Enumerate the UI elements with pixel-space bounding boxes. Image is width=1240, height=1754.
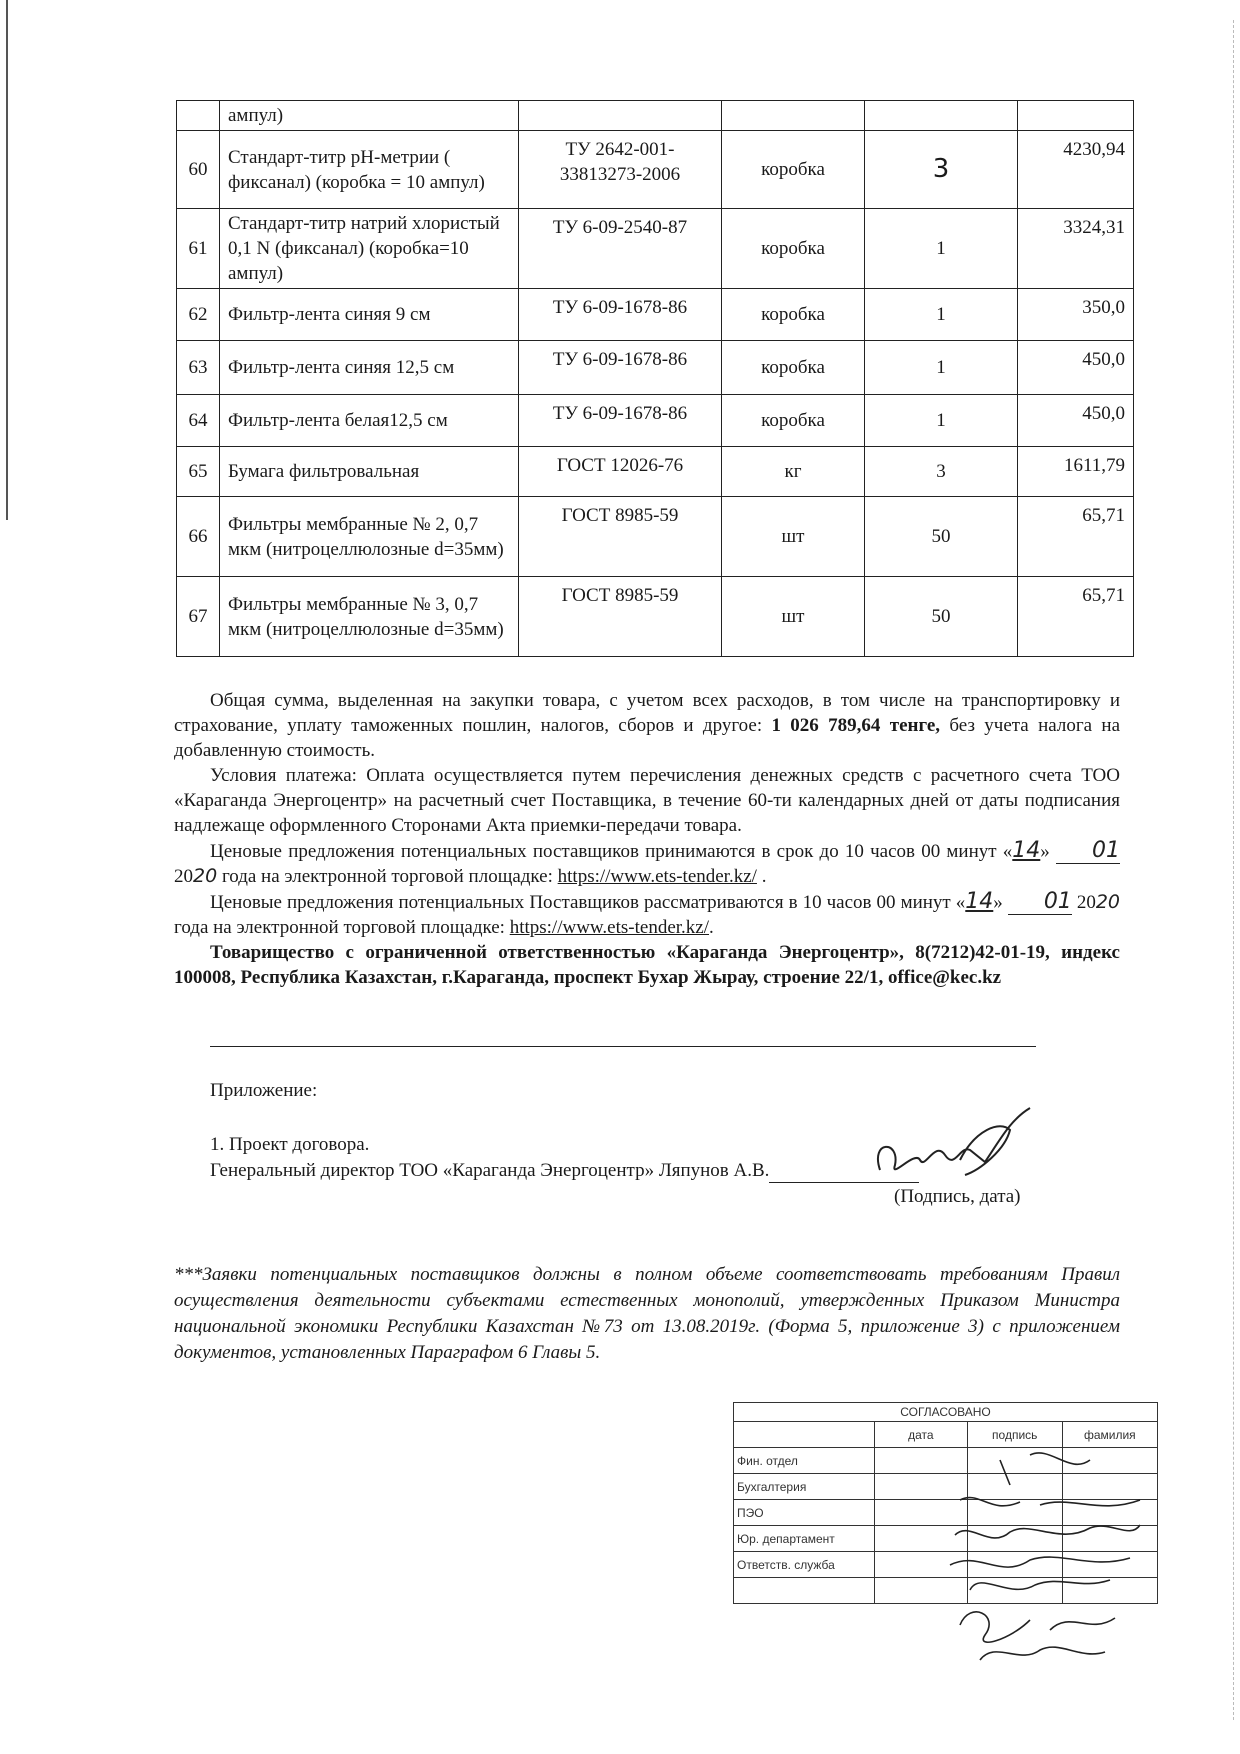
appendix-item: 1. Проект договора. [210, 1134, 370, 1155]
cell-qty: 3 [865, 131, 1018, 209]
cell-price: 65,71 [1018, 497, 1134, 577]
cell-price: 450,0 [1018, 341, 1134, 395]
accept-paragraph: Ценовые предложения потенциальных поставщиков принимаются в срок до 10 часов 00 минут «14» 01 2020 года на электронной торговой площадке: https://www.ets-tender.kz/ . [174, 838, 1121, 887]
table-row [177, 209, 1134, 289]
stamp-row-label [734, 1578, 875, 1604]
cell-qty: 50 [865, 497, 1018, 577]
table-row [177, 447, 1134, 497]
accept-year-suffix: 20 [193, 865, 218, 887]
cell-name: ампул) [220, 101, 519, 131]
accept-year-prefix: 20 [174, 866, 193, 887]
cell-standard: ТУ 6-09-1678-86 [519, 341, 722, 395]
table-row [177, 395, 1134, 447]
cell-num: 63 [177, 341, 220, 395]
signer-name: Генеральный директор ТОО «Караганда Энергоцентр» Ляпунов А.В. [210, 1160, 770, 1181]
scan-edge-marks [1227, 20, 1234, 1720]
cell-standard: ТУ 6-09-1678-86 [519, 289, 722, 341]
accept-text: Ценовые предложения потенциальных поставщиков принимаются в срок до 10 часов 00 минут [210, 841, 997, 862]
accept-tail: года на электронной торговой площадке: [221, 866, 553, 887]
cell-num: 67 [177, 577, 220, 657]
cell-standard: ГОСТ 12026-76 [519, 447, 722, 497]
cell-name: Фильтр-лента синяя 9 см [220, 289, 519, 341]
goods-table [176, 100, 1134, 657]
cell-price: 3324,31 [1018, 209, 1134, 289]
page-margin-line [6, 0, 8, 520]
approval-stamp [733, 1402, 1158, 1604]
cell-price: 4230,94 [1018, 131, 1134, 209]
accept-url-link[interactable]: https://www.ets-tender.kz/ [557, 866, 757, 887]
cell-unit: кг [722, 447, 865, 497]
cell-unit: коробка [722, 131, 865, 209]
cell-num: 60 [177, 131, 220, 209]
total-paragraph [174, 688, 1120, 990]
stamp-row-label: Бухгалтерия [734, 1474, 875, 1500]
signature-line [769, 1160, 919, 1183]
cell-name: Фильтры мембранные № 3, 0,7 мкм (нитроцеллюлозные d=35мм) [220, 577, 519, 657]
cell-unit: шт [722, 497, 865, 577]
stamp-col-date: дата [874, 1422, 967, 1448]
signature-caption: (Подпись, дата) [894, 1186, 1021, 1207]
cell-name: Фильтры мембранные № 2, 0,7 мкм (нитроцеллюлозные d=35мм) [220, 497, 519, 577]
total-amount: 1 026 789,64 тенге, [771, 715, 941, 736]
review-month: 01 [1008, 889, 1072, 915]
accept-day: 14 [1012, 838, 1041, 863]
cell-standard: ГОСТ 8985-59 [519, 577, 722, 657]
table-row [177, 131, 1134, 209]
cell-unit: коробка [722, 209, 865, 289]
cell-price: 350,0 [1018, 289, 1134, 341]
payment-terms: Условия платежа: Оплата осуществляется путем перечисления денежных средств с расчетного счета ТОО «Караганда Энергоцентр» на расчетный счет Поставщика, в течение 60-ти календарных дней от даты подписания надлежаще оформленного Сторонами Акта приемки-передачи товара. [174, 765, 1120, 836]
appendix-title: Приложение: [210, 1080, 318, 1101]
stamp-row-label: Ответств. служба [734, 1552, 875, 1578]
cell-num: 62 [177, 289, 220, 341]
cell-price: 1611,79 [1018, 447, 1134, 497]
separator-line [210, 1046, 1036, 1047]
cell-name: Стандарт-титр рН-метрии ( фиксанал) (коробка = 10 ампул) [220, 131, 519, 209]
review-day: 14 [965, 889, 994, 914]
cell-qty: 1 [865, 395, 1018, 447]
stamp-row-label: Фин. отдел [734, 1448, 875, 1474]
signer-line [210, 1158, 919, 1183]
total-text: Общая сумма, выделенная на закупки товара, с учетом всех расходов, в том числе на транспортировку и страхование, уплату таможенных пошлин, налогов, сборов и другое: [174, 690, 1120, 736]
stamp-row-label: Юр. департамент [734, 1526, 875, 1552]
cell-standard: ТУ 6-09-2540-87 [519, 209, 722, 289]
stamp-title: СОГЛАСОВАНО [734, 1403, 1158, 1422]
cell-name: Стандарт-титр натрий хлористый 0,1 N (фиксанал) (коробка=10 ампул) [220, 209, 519, 289]
table-row [177, 577, 1134, 657]
accept-month: 01 [1056, 838, 1120, 864]
cell-qty: 50 [865, 577, 1018, 657]
review-url-link[interactable]: https://www.ets-tender.kz/ [509, 917, 709, 938]
cell-standard: ГОСТ 8985-59 [519, 497, 722, 577]
stamp-row-label: ПЭО [734, 1500, 875, 1526]
cell-price: 65,71 [1018, 577, 1134, 657]
review-text: Ценовые предложения потенциальных Поставщиков рассматриваются в 10 часов 00 минут [210, 892, 951, 913]
stamp-col-surname: фамилия [1062, 1422, 1157, 1448]
cell-unit: коробка [722, 289, 865, 341]
stamp-col-signature: подпись [967, 1422, 1062, 1448]
company-details: Товарищество с ограниченной ответственностью «Караганда Энергоцентр», 8(7212)42-01-19, индекс 100008, Республика Казахстан, г.Караганда, проспект Бухар Жырау, строение 22/1, office@kec.kz [174, 942, 1120, 988]
table-row [177, 341, 1134, 395]
cell-qty: 1 [865, 289, 1018, 341]
cell-name: Фильтр-лента белая12,5 см [220, 395, 519, 447]
cell-num: 65 [177, 447, 220, 497]
cell-unit: коробка [722, 395, 865, 447]
total-tail: без учета налога на добавленную стоимость. [174, 715, 1121, 761]
cell-num: 61 [177, 209, 220, 289]
cell-qty: 1 [865, 209, 1018, 289]
cell-unit: коробка [722, 341, 865, 395]
cell-num: 66 [177, 497, 220, 577]
table-row [177, 289, 1134, 341]
cell-price: 450,0 [1018, 395, 1134, 447]
cell-standard: ТУ 2642-001-33813273-2006 [519, 131, 722, 209]
cell-unit: шт [722, 577, 865, 657]
requirements-note: ***Заявки потенциальных поставщиков должны в полном объеме соответствовать требованиям Правил осуществления деятельности субъектами естественных монополий, утвержденных Приказом Министра национальной экономики Республики Казахстан №73 от 13.08.2019г. (Форма 5, приложение 3) с приложением документов, установленных Параграфом 6 Главы 5. [174, 1264, 1120, 1363]
review-year-suffix: 20 [1095, 891, 1121, 913]
cell-standard: ТУ 6-09-1678-86 [519, 395, 722, 447]
cell-qty: 3 [865, 447, 1018, 497]
review-tail: года на электронной торговой площадке: [174, 917, 505, 938]
table-row [177, 101, 1134, 131]
cell-num: 64 [177, 395, 220, 447]
cell-name: Бумага фильтровальная [220, 447, 519, 497]
review-year-prefix: 20 [1076, 892, 1096, 913]
cell-name: Фильтр-лента синяя 12,5 см [220, 341, 519, 395]
table-row [177, 497, 1134, 577]
cell-qty: 1 [865, 341, 1018, 395]
review-paragraph: Ценовые предложения потенциальных Поставщиков рассматриваются в 10 часов 00 минут «14» 01 2020 года на электронной торговой площадке: https://www.ets-tender.kz/. [174, 889, 1121, 938]
